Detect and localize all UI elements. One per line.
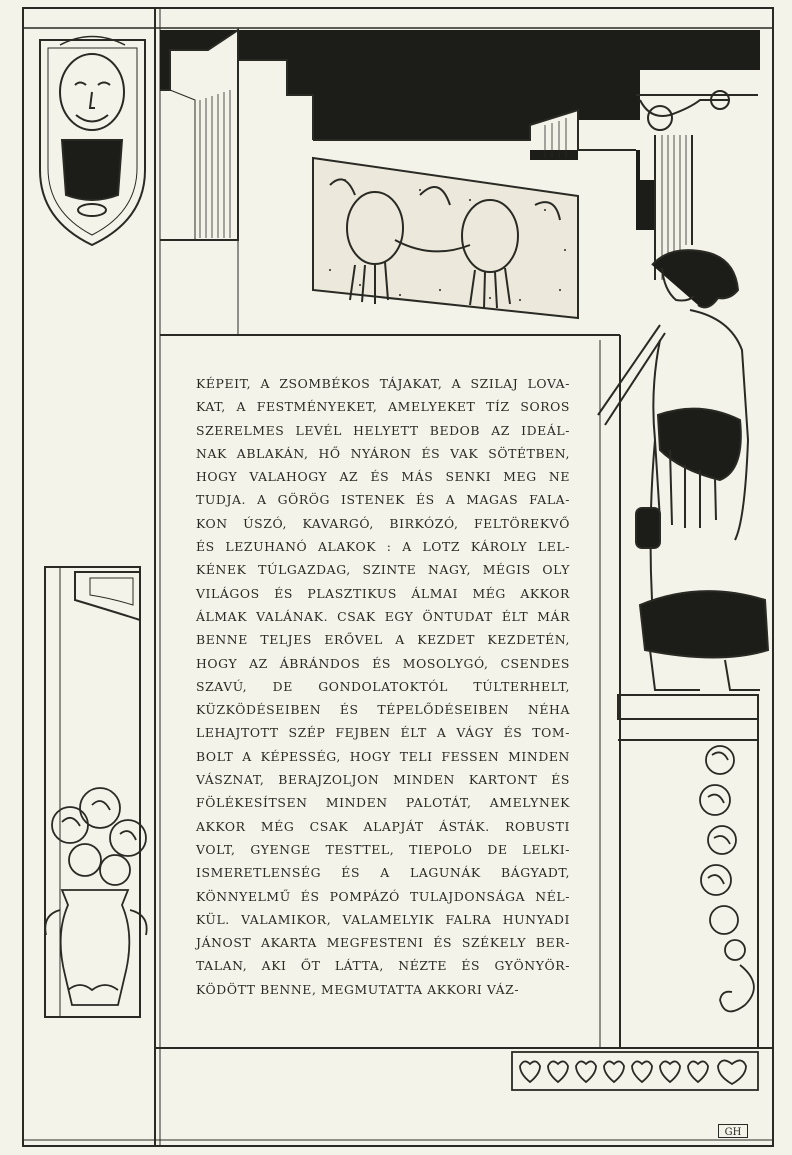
- text-line: LEHAJTOTT SZÉP FEJBEN ÉLT A VÁGY ÉS TOM-: [196, 725, 570, 741]
- monogram-icon: [718, 1124, 748, 1138]
- text-line: TALAN, AKI ŐT LÁTTA, NÉZTE ÉS GYÖNYÖR-: [196, 958, 570, 974]
- twin-masks-relief-icon: [313, 158, 578, 318]
- text-line: HOGY AZ ÁBRÁNDOS ÉS MOSOLYGÓ, CSENDES: [196, 655, 570, 671]
- heart-frieze-icon: [512, 1052, 758, 1090]
- text-line: SZERELMES LEVÉL HELYETT BEDOB AZ IDEÁL-: [196, 422, 570, 438]
- text-line: KÉPEIT, A ZSOMBÉKOS TÁJAKAT, A SZILAJ LOVA-: [196, 376, 570, 391]
- side-window: [45, 567, 140, 1017]
- text-line: BENNE TELJES ERŐVEL A KEZDET KEZDETÉN,: [196, 632, 570, 648]
- text-line: VILÁGOS ÉS PLASZTIKUS ÁLMAI MÉG AKKOR: [196, 585, 570, 601]
- text-line: KAT, A FESTMÉNYEKET, AMELYEKET TÍZ SOROS: [196, 399, 570, 415]
- text-line: NAK ABLAKÁN, HŐ NYÁRON ÉS VAK SÖTÉTBEN,: [196, 445, 570, 461]
- text-line: VÁSZNAT, BERAJZOLJON MINDEN KARTONT ÉS: [196, 772, 570, 788]
- flute-player-figure-icon: [598, 250, 768, 690]
- text-line: HOGY VALAHOGY AZ ÉS MÁS SENKI MEG NE: [196, 469, 570, 485]
- rose-garland-icon: [700, 746, 754, 1011]
- theater-mask-icon: [40, 37, 145, 246]
- text-line: KÉNEK TÚLGAZDAG, SZINTE NAGY, MÉGIS OLY: [196, 562, 570, 578]
- text-line: ISMERETLENSÉG ÉS A LAGUNÁK BÁGYADT,: [196, 865, 570, 881]
- text-line: ÉS LEZUHANÓ ALAKOK : A LOTZ KÁROLY LEL-: [196, 539, 570, 555]
- monogram-text: GH: [724, 1127, 742, 1138]
- text-line: KÖDÖTT BENNE, MEGMUTATTA AKKORI VÁZ-: [196, 981, 520, 997]
- text-line: VOLT, GYENGE TESTTEL, TIEPOLO DE LELKI-: [196, 841, 570, 857]
- text-line: SZAVÚ, DE GONDOLATOKTÓL TÚLTERHELT,: [196, 678, 570, 694]
- figure-pedestal: [618, 695, 758, 1048]
- text-line: KÖNNYELMŰ ÉS POMPÁZÓ TULAJDONSÁGA NÉL-: [196, 888, 570, 904]
- text-line: ÁLMAK VALÁNAK. CSAK EGY ÖNTUDAT ÉLT MÁR: [196, 608, 570, 624]
- text-line: KÜZKÖDÉSEIBEN ÉS TÉPELŐDÉSEIBEN NÉHA: [196, 702, 570, 718]
- text-line: JÁNOST AKARTA MEGFESTENI ÉS SZÉKELY BER-: [196, 935, 570, 951]
- body-text: [196, 372, 570, 1001]
- text-line: FÖLÉKESÍTSEN MINDEN PALOTÁT, AMELYNEK: [196, 795, 570, 811]
- text-line: KON ÚSZÓ, KAVARGÓ, BIRKÓZÓ, FELTÖREKVŐ: [196, 515, 570, 531]
- text-line: AKKOR MÉG CSAK ALAPJÁT ÁSTÁK. ROBUSTI: [196, 818, 570, 834]
- text-line: TUDJA. A GÖRÖG ISTENEK ÉS A MAGAS FALA-: [196, 492, 570, 508]
- text-line: KÜL. VALAMIKOR, VALAMELYIK FALRA HUNYADI: [196, 911, 570, 927]
- text-line: BOLT A KÉPESSÉG, HOGY TELI FESSEN MINDEN: [196, 748, 570, 764]
